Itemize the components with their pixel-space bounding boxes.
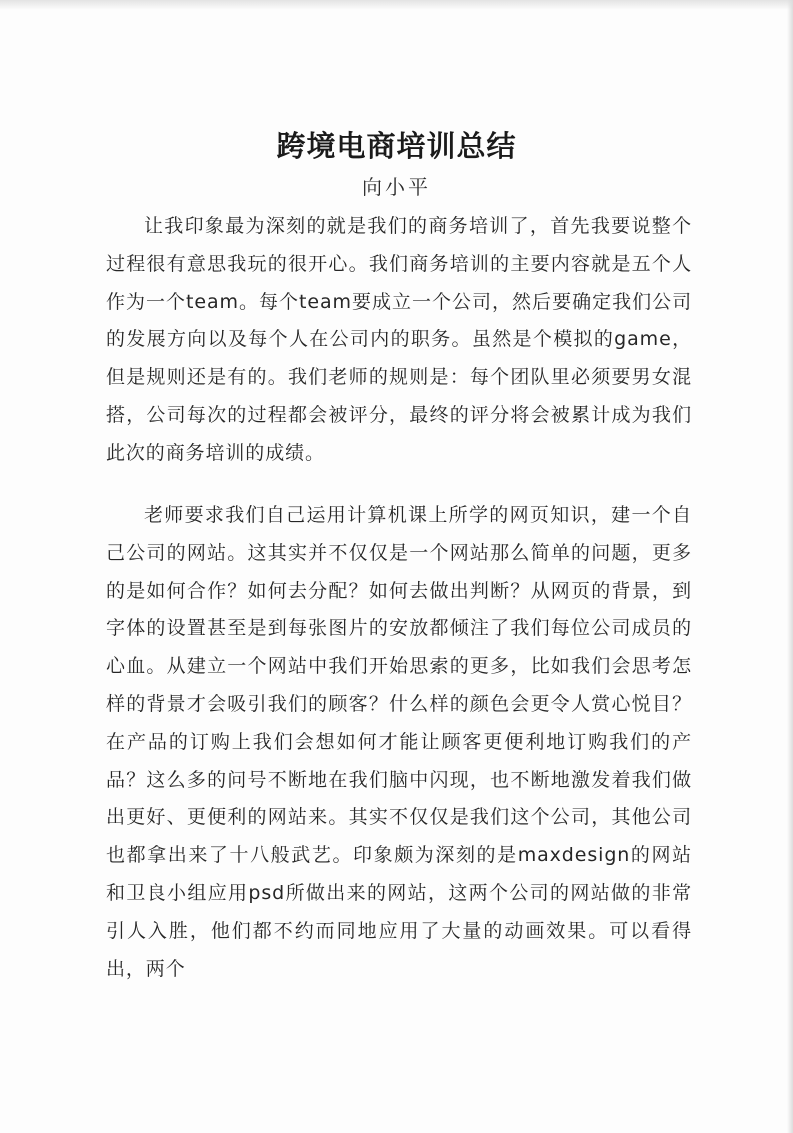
scan-edge-top [0,0,793,10]
document-author: 向小平 [362,175,431,199]
paragraph-1: 让我印象最为深刻的就是我们的商务培训了，首先我要说整个过程很有意思我玩的很开心。我们商务培训的主要内容就是五个人作为一个team。每个team要成立一个公司，然后要确定我们公司的发展方向以及每个人在公司内的职务。虽然是个模拟的game，但是规则还是有的。我们老师的规则是：每个团队里必须要男女混搭，公司每次的过程都会被评分，最终的评分将会被累计成为我们此次的商务培训的成绩。 [106,215,692,464]
document-title: 跨境电商培训总结 [276,129,517,163]
scan-edge-right [787,0,793,1133]
paragraph-2: 老师要求我们自己运用计算机课上所学的网页知识，建一个自己公司的网站。这其实并不仅仅是一个网站那么简单的问题，更多的是如何合作？如何去分配？如何去做出判断？从网页的背景，到字体的设置甚至是到每张图片的安放都倾注了我们每位公司成员的心血。从建立一个网站中我们开始思索的更多，比如我们会思考怎样的背景才会吸引我们的顾客？什么样的颜色会更令人赏心悦目？在产品的订购上我们会想如何才能让顾客更便利地订购我们的产品？这么多的问号不断地在我们脑中闪现，也不断地激发着我们做出更好、更便利的网站来。其实不仅仅是我们这个公司，其他公司也都拿出来了十八般武艺。印象颇为深刻的是maxdesign的网站和卫良小组应用psd所做出来的网站，这两个公司的网站做的非常引人入胜，他们都不约而同地应用了大量的动画效果。可以看得出，两个 [106,504,692,980]
